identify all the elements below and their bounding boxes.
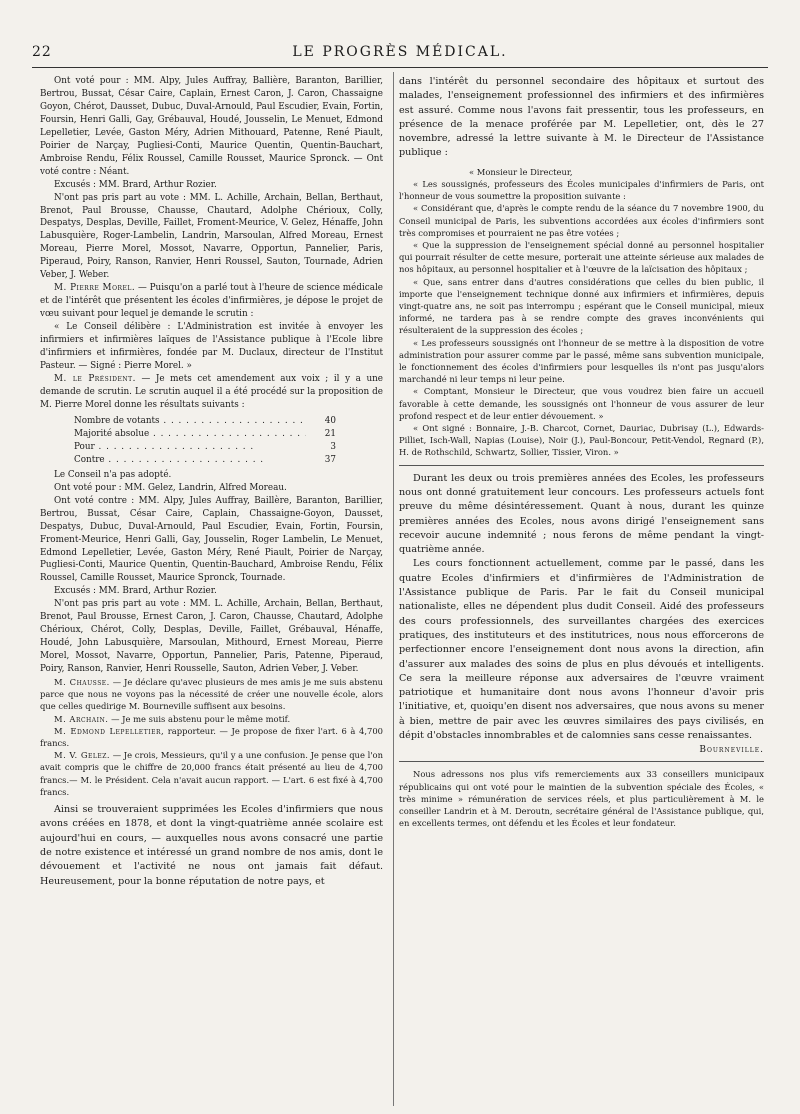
- voeu-paragraph: « Le Conseil délibère : L'Administration est invitée à envoyer les infirmiers et infirmières laïques de l'Assistance publique à l'Ecole libre d'infirmiers et infirmières, fondée par M. Duclaux, directeur de l'Institut Pasteur. — Signé : Pierre Morel. »: [40, 322, 383, 371]
- votes-pour-paragraph: Ont voté pour : MM. Alpy, Jules Auffray, Ballière, Baranton, Barillier, Bertrou, Bussat, César Caire, Caplain, Ernest Caron, J. Caron, Chassaigne Goyon, Chérot, Dausset, Dubuc, Duval-Arnould, Paul Escudier, Evain, Fortin, Foursin, Henri Galli, Gay, Grébauval, Houdé, Jousselin, Le Menuet, Edmond Lepelletier, Levée, Gaston Méry, Adrien Mithouard, Patenne, René Piault, Poirier de Narçay, Pugliesi-Conti, Maurice Quentin, Quentin-Bauchart, Ambroise Rendu, Félix Roussel, Camille Rousset, Maurice Spronck. — Ont voté contre : Néant.: [40, 76, 383, 177]
- result-label: Majorité absolue . . .: [74, 428, 306, 441]
- vote-result-row: [74, 441, 336, 454]
- vote-result-row: [74, 454, 336, 467]
- vote-result-row: [74, 428, 336, 441]
- author-signature: Bourneville.: [699, 745, 764, 756]
- right-column: [399, 75, 764, 1108]
- letter-paragraph: « Les soussignés, professeurs des Écoles municipales d'infirmiers de Paris, ont l'honneur de vous soumettre la proposition suivante :: [399, 178, 764, 202]
- not-adopted-line: Le Conseil n'a pas adopté.: [54, 469, 172, 480]
- letter-paragraph: « Considérant que, d'après le compte rendu de la séance du 7 novembre 1900, du Conseil municipal de Paris, les subventions accordées aux écoles d'infirmiers sont très compromises et pourraient ne pas être votées ;: [399, 203, 764, 238]
- president-paragraph: [40, 373, 383, 412]
- speaker-name: M. le Président.: [54, 373, 136, 384]
- gelez-paragraph: [40, 749, 383, 798]
- intro-paragraph: dans l'intérêt du personnel secondaire des hôpitaux et surtout des malades, l'enseignement professionnel des infirmiers et des infirmières est assuré. Comme nous l'avons fait pressentir, tous les professeurs, en présence de la menace proférée par M. Lepelletier, ont, dès le 27 novembre, adressé la lettre suivante à M. le Directeur de l'Assistance publique :: [399, 76, 764, 159]
- closing-paragraph: Ainsi se trouveraient supprimées les Ecoles d'infirmiers que nous avons créées en 1878, et dont la vingt-quatrième année scolaire est aujourd'hui en cours, — auxquelles nous avons consacré une partie de notre existence et intéressé un grand nombre de nos amis, dont le dévouement et l'activité ne nous ont jamais fait défaut. Heureusement, pour la bonne réputation de notre pays, et: [40, 804, 383, 887]
- speaker-name: M. Edmond Lepelletier,: [54, 725, 165, 736]
- excuses-paragraph: Excusés : MM. Brard, Arthur Rozier.: [54, 179, 217, 190]
- speaker-name: M. Archain.: [54, 713, 109, 724]
- result-value: 21: [324, 428, 336, 439]
- body-paragraph: Durant les deux ou trois premières années des Ecoles, les professeurs nous ont donné gratuitement leur concours. Les professeurs actuels font preuve du même désintéressement. Quant à nous, durant les quinze premières années des Ecoles, nous avons dirigé l'enseignement sans recevoir aucune indemnité ; nous ferons de même pendant la vingt-quatrième année.: [399, 472, 764, 556]
- column-divider: [393, 72, 394, 1106]
- header-rule: [32, 67, 768, 68]
- running-title: LE PROGRÈS MÉDICAL.: [292, 44, 508, 60]
- votes-contre-2-paragraph: Ont voté contre : MM. Alpy, Jules Auffray, Baillère, Baranton, Barillier, Bertrou, Bussat, César Caire, Caplain, Chassaigne-Goyon, Dausset, Despatys, Dubuc, Duval-Arnould, Paul Escudier, Evain, Fortin, Foursin, Froment-Meurice, Henri Galli, Gay, Jousselin, Roger Lambelin, Le Menuet, Edmond Lepelletier, Levée, Gaston Méry, René Piault, Poirier de Narçay, Pugliesi-Conti, Maurice Quentin, Quentin-Bauchard, Ambroise Rendu, Félix Roussel, Camille Rousset, Maurice Spronck, Tournade.: [40, 495, 383, 584]
- letter-signatures: « Ont signé : Bonnaire, J.-B. Charcot, Cornet, Dauriac, Dubrisay (L.), Edwards-Pilliet, Isch-Wall, Napias (Louise), Noir (J.), Paul-Boncour, Petit-Vendol, Regnard (P.), H. de Rothschild, Schwartz, Sollier, Tissier, Viron. »: [399, 423, 764, 458]
- speech-text: rapporteur. — Je propose de fixer l'art. 6 à 4,700 francs.: [40, 725, 383, 749]
- letter-paragraph: « Les professeurs soussignés ont l'honneur de se mettre à la disposition de votre administration pour assurer comme par le passé, même sans subvention municipale, le fonctionnement des écoles d'infirmiers pour lesquelles ils n'ont pas jusqu'alors marchandé ni leur temps ni leur peine.: [399, 337, 764, 385]
- archain-paragraph: [40, 713, 383, 725]
- result-label: Nombre de votants . . .: [74, 415, 306, 428]
- morel-paragraph: [40, 282, 383, 321]
- letter-paragraph: « Comptant, Monsieur le Directeur, que vous voudrez bien faire un accueil favorable à cette demande, les soussignés ont l'honneur de vous assurer de leur profond respect et de leur entier dévouement. »: [399, 386, 764, 421]
- result-label: Contre . . .: [74, 454, 306, 467]
- excuses-2-paragraph: Excusés : MM. Brard, Arthur Rozier.: [54, 586, 217, 597]
- speaker-name: M. Pierre Morel.: [54, 283, 136, 294]
- speaker-name: M. Chausse.: [54, 677, 110, 688]
- page-number: 22: [32, 44, 52, 60]
- speech-text: — Puisqu'on a parlé tout à l'heure de science médicale et de l'intérêt que présentent les écoles d'infirmières, je dépose le projet de vœu suivant pour lequel je demande le scrutin :: [40, 283, 383, 320]
- section-rule: [399, 465, 764, 466]
- letter-salutation: « Monsieur le Directeur,: [469, 166, 573, 177]
- letter-paragraph: « Que la suppression de l'enseignement spécial donné au personnel hospitalier qui pourrait résulter de cette mesure, porterait une atteinte sérieuse aux malades de nos hôpitaux, au personnel hospitalier et à l'œuvre de la laïcisation des hôpitaux ;: [399, 240, 764, 275]
- section-rule: [399, 761, 764, 762]
- abstentions-paragraph: N'ont pas pris part au vote : MM. L. Achille, Archain, Bellan, Berthaut, Brenot, Paul Brousse, Chausse, Chautard, Adolphe Chérioux, Colly, Despatys, Desplas, Deville, Faillet, Froment-Meurice, V. Gelez, Hénaffe, John Labusquière, Roger-Lambelin, Landrin, Marsoulan, Alfred Moreau, Ernest Moreau, Pierre Morel, Mossot, Navarre, Opportun, Pannelier, Paris, Piperaud, Poiry, Ranson, Ranvier, Henri Roussel, Sauton, Tournade, Adrien Veber, J. Weber.: [40, 192, 383, 281]
- result-value: 40: [324, 415, 336, 426]
- chausse-paragraph: [40, 676, 383, 713]
- result-value: 37: [324, 454, 336, 465]
- speech-text: — Je crois, Messieurs, qu'il y a une confusion. Je pense que l'on avait compris que le chiffre de 20,000 francs était présenté au lieu de 4,700 francs.— M. le Président. Cela n'avait aucun rapport. — L'art. 6 est fixé à 4,700 francs.: [40, 750, 383, 797]
- left-column: [40, 75, 383, 1108]
- speaker-name: M. V. Gelez.: [54, 750, 111, 761]
- vote-results: [74, 415, 336, 467]
- letter-paragraph: « Que, sans entrer dans d'autres considérations que celles du bien public, il importe que l'enseignement technique donné aux infirmiers et infirmières, depuis vingt-quatre ans, ne soit pas interrompu ; espérant que le Conseil municipal, mieux informé, ne tardera pas à se rendre compte des graves inconvénients qui résulteraient de la suppression des écoles ;: [399, 276, 764, 336]
- result-label: Pour . . .: [74, 441, 306, 454]
- abstentions-2-paragraph: N'ont pas pris part au vote : MM. L. Achille, Archain, Bellan, Berthaut, Brenot, Paul Brousse, Ernest Caron, J. Caron, Chausse, Chautard, Adolphe Chérioux, Chérot, Colly, Desplas, Deville, Faillet, Grébauval, Hénaffe, Houdé, John Labusquière, Marsoulan, Mithourd, Ernest Moreau, Pierre Morel, Mossot, Navarre, Opportun, Pannelier, Paris, Patenne, Piperaud, Poiry, Ranson, Ranvier, Henri Rousselle, Sauton, Adrien Veber, J. Veber.: [40, 599, 383, 675]
- speech-text: — Je me suis abstenu pour le même motif.: [108, 713, 291, 724]
- speech-text: — Je mets cet amendement aux voix ; il y a une demande de scrutin. Le scrutin auquel il a été procédé sur la proposition de M. Pierre Morel donne les résultats suivants :: [40, 373, 383, 410]
- speech-text: — Je déclare qu'avec plusieurs de mes amis je me suis abstenu parce que nous ne voyons pas la nécessité de créer une nouvelle école, alors que celles quedirige M. Bourneville suffisent aux besoins.: [40, 677, 383, 712]
- vote-result-row: [74, 415, 336, 428]
- votes-pour-2-paragraph: Ont voté pour : MM. Gelez, Landrin, Alfred Moreau.: [54, 482, 287, 493]
- closing-note: Nous adressons nos plus vifs remerciements aux 33 conseillers municipaux républicains qui ont voté pour le maintien de la subvention spéciale des Écoles, « très minime » rémunération de services réels, et plus particulièrement à M. le conseiller Landrin et à M. Deroutn, secrétaire général de l'Assistance publique, qui, en excellents termes, ont défendu et les Écoles et leur fondateur.: [399, 769, 764, 829]
- body-paragraph: Les cours fonctionnent actuellement, comme par le passé, dans les quatre Ecoles d'infirmiers et d'infirmières de l'Administration de l'Assistance publique de Paris. Par le fait du Conseil municipal nationaliste, elles ne dépendent plus dudit Conseil. Aidé des professeurs des cours professionnels, des surveillantes chargées des exercices pratiques, des instituteurs et des institutrices, nous nous efforcerons de perfectionner encore l'enseignement dont nous avons la direction, afin d'assurer aux malades des soins de plus en plus dévoués et intelligents. Ce sera la meilleure réponse aux adversaires de l'œuvre vraiment patriotique et humanitaire dont nous avons l'honneur d'avoir pris l'initiative, et, quoiqu'en disent nos adversaires, que nous avons su mener à bien, mettre de pair avec les œuvres similaires des pays civilisés, en dépit d'obstacles innombrables et de calomnies sans cesse renaissantes.: [399, 558, 764, 741]
- result-value: 3: [330, 441, 336, 452]
- lepelletier-paragraph: [40, 725, 383, 749]
